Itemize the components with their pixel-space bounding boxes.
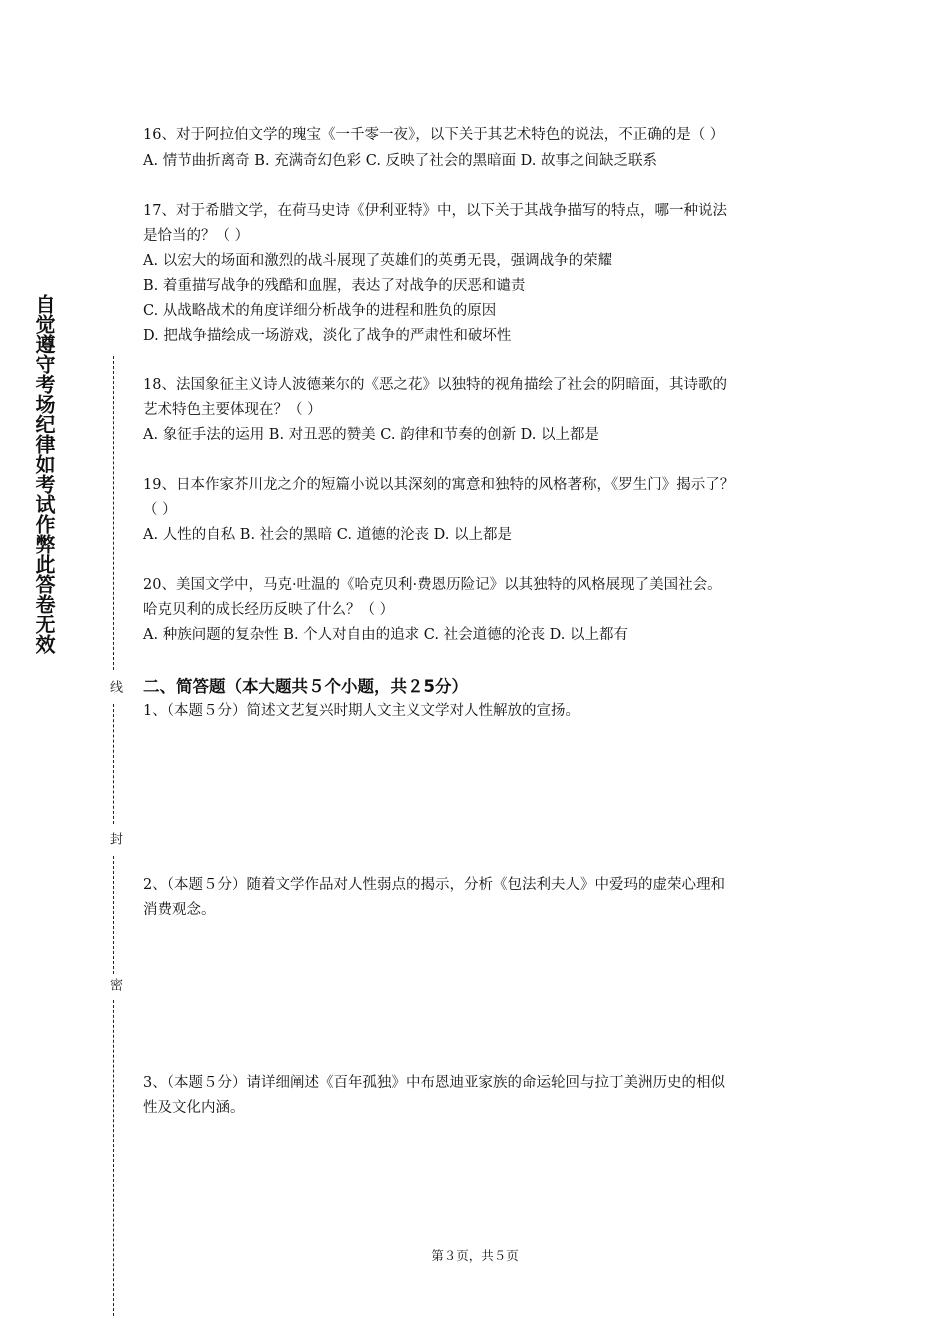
section-title: 二、简答题（本大题共５个小题，共２5分）: [143, 677, 468, 696]
question-stem: 16、对于阿拉伯文学的瑰宝《一千零一夜》，以下关于其艺术特色的说法，不正确的是（ ）: [143, 127, 725, 143]
question-options: A. 情节曲折离奇 B. 充满奇幻色彩 C. 反映了社会的黑暗面 D. 故事之间缺乏联系: [143, 153, 658, 169]
question-stem: 17、对于希腊文学，在荷马史诗《伊利亚特》中，以下关于其战争描写的特点，哪一种说法: [143, 203, 727, 219]
option-a: A. 以宏大的场面和激烈的战斗展现了英雄们的英勇无畏，强调战争的荣耀: [143, 253, 613, 269]
question-options: A. 种族问题的复杂性 B. 个人对自由的追求 C. 社会道德的沦丧 D. 以上都有: [143, 627, 629, 643]
question-stem: 3、（本题５分）请详细阐述《百年孤独》中布恩迪亚家族的命运轮回与拉丁美洲历史的相似: [143, 1075, 725, 1091]
binding-dashed-line-3: [113, 856, 114, 974]
option-c: C. 从战略战术的角度详细分析战争的进程和胜负的原因: [143, 303, 497, 319]
question-stem: 2、（本题５分）随着文学作品对人性弱点的揭示，分析《包法利夫人》中爱玛的虚荣心理和: [143, 877, 725, 893]
page-number: 第３页，共５页: [431, 1248, 519, 1263]
option-d: D. 把战争描绘成一场游戏，淡化了战争的严肃性和破坏性: [143, 328, 512, 344]
question-stem: 艺术特色主要体现在？（ ）: [143, 402, 322, 418]
option-b: B. 着重描写战争的残酷和血腥，表达了对战争的厌恶和谴责: [143, 278, 526, 294]
question-stem: 哈克贝利的成长经历反映了什么？（ ）: [143, 602, 395, 618]
question-options: A. 人性的自私 B. 社会的黑暗 C. 道德的沦丧 D. 以上都是: [143, 527, 513, 543]
binding-dashed-line-1: [113, 356, 114, 670]
question-stem: 消费观念。: [143, 902, 216, 918]
question-stem: 20、美国文学中，马克·吐温的《哈克贝利·费恩历险记》以其独特的风格展现了美国社会。: [143, 577, 722, 593]
seal-mark-seal: 封: [107, 832, 122, 845]
question-stem: 是恰当的？（ ）: [143, 228, 250, 244]
question-stem: 性及文化内涵。: [143, 1100, 245, 1116]
question-stem: （ ）: [143, 502, 177, 518]
question-options: A. 象征手法的运用 B. 对丑恶的赞美 C. 韵律和节奏的创新 D. 以上都是: [143, 427, 600, 443]
binding-dashed-line-2: [113, 704, 114, 824]
seal-mark-secret: 密: [107, 978, 122, 991]
question-stem: 19、日本作家芥川龙之介的短篇小说以其深刻的寓意和独特的风格著称，《罗生门》揭示了？: [143, 477, 735, 493]
seal-mark-line: 线: [107, 680, 122, 693]
exam-discipline-notice: 自觉遵守考场纪律如考试作弊此答卷无效: [32, 294, 56, 654]
binding-dashed-line-4: [113, 1000, 114, 1316]
question-stem: 18、法国象征主义诗人波德莱尔的《恶之花》以独特的视角描绘了社会的阴暗面，其诗歌的: [143, 377, 727, 393]
question-stem: 1、（本题５分）简述文艺复兴时期人文主义文学对人性解放的宣扬。: [143, 703, 580, 719]
